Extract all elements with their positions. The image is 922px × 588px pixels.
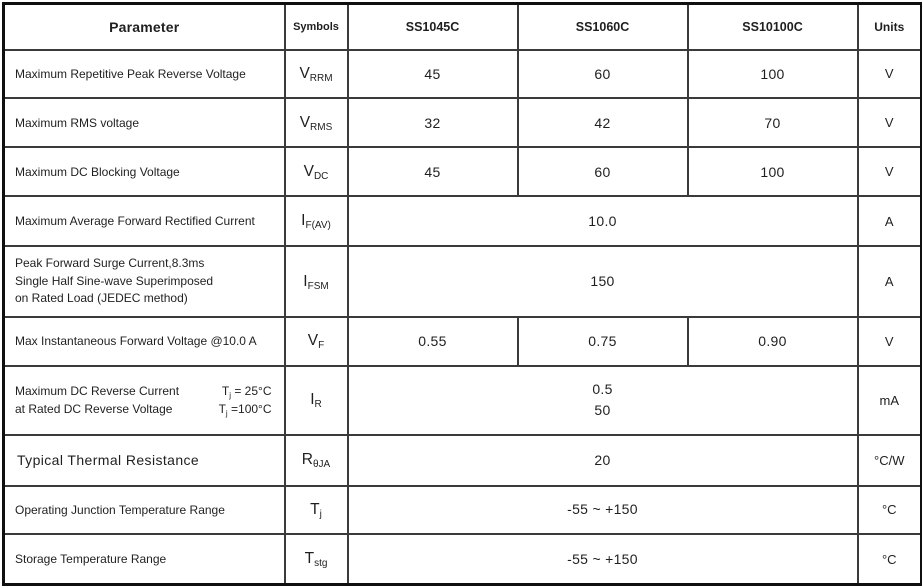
text-segment: Maximum DC Blocking Voltage [15,164,180,179]
symbol-tstg [285,534,348,584]
parameter-label-vrrm [4,50,285,99]
parameter-line [15,382,272,400]
value-ir [348,366,858,435]
value-tj [348,486,858,535]
text-segment: Typical Thermal Resistance [17,451,200,468]
parameter-text [15,114,139,132]
unit-tstg: °C [858,534,922,584]
text-segment: I [301,212,306,230]
table-row-rthja [4,435,922,486]
parameter-text [15,163,180,181]
column-header-symbols: Symbols [285,4,348,50]
symbol-subscript: j [319,508,322,520]
column-header-ss10100c: SS10100C [688,4,858,50]
text-segment: Single Half Sine-wave Superimposed [15,273,214,288]
table-row-vrrm [4,50,922,99]
symbol-rthja [285,435,348,486]
text-segment: V [307,332,319,350]
text-segment: Maximum RMS voltage [15,115,140,130]
parameter-text [15,65,246,83]
text-segment: V [303,162,314,180]
value-vrrm-ss1060c: 60 [518,50,688,99]
unit-ir: mA [858,366,922,435]
value-line: 20 [594,451,611,468]
text-segment: T [221,384,230,399]
parameter-text [15,212,255,230]
unit-rthja: °C/W [858,435,922,486]
parameter-line [15,400,272,418]
unit-ifav: A [858,196,922,246]
unit-vrms: V [858,98,922,147]
unit-vf: V [858,317,922,366]
table-row-vf [4,317,922,366]
symbol-subscript: j [225,408,228,418]
value-ifsm [348,246,858,317]
spec-table [2,2,922,586]
unit-vdc: V [858,147,922,196]
spec-table-body [4,50,922,585]
parameter-line [15,501,272,519]
symbol-ifav [285,196,348,246]
symbol-subscript: R [314,399,322,411]
parameter-text [17,450,199,471]
text-segment: T [304,550,315,568]
symbol-subscript: θJA [312,459,331,471]
parameter-label-vf [4,317,285,366]
table-header [4,4,922,50]
text-segment: T [218,402,226,417]
value-vrms-ss10100c: 70 [688,98,858,147]
value-vf-ss10100c: 0.90 [688,317,858,366]
value-line: 150 [590,273,615,290]
value-vrms-ss1060c: 42 [518,98,688,147]
table-row-ifsm [4,246,922,317]
text-segment: R [301,451,313,469]
symbol-subscript: DC [313,170,329,182]
symbol-vrms [285,98,348,147]
symbol-vdc [285,147,348,196]
parameter-label-ir [4,366,285,435]
text-segment: V [299,64,310,82]
column-header-parameter: Parameter [4,4,285,50]
parameter-line [17,450,272,471]
parameter-text [15,255,204,272]
symbol-subscript: F [318,340,325,352]
parameter-line [15,212,272,230]
test-condition [219,400,272,418]
parameter-label-tstg [4,534,285,584]
value-ifav [348,196,858,246]
parameter-label-vrms [4,98,285,147]
text-segment: at Rated DC Reverse Voltage [15,402,173,417]
text-segment: Maximum Average Forward Rectified Current [15,214,255,229]
parameter-line [15,114,272,132]
value-vdc-ss1045c: 45 [348,147,518,196]
value-vrms-ss1045c: 32 [348,98,518,147]
table-row-vrms [4,98,922,147]
column-header-ss1060c: SS1060C [518,4,688,50]
symbol-subscript: RMS [310,121,333,133]
text-segment: V [299,113,311,131]
text-segment: = 25°C [231,384,272,399]
unit-tj: °C [858,486,922,535]
symbol-vf [285,317,348,366]
value-line: 0.5 [592,381,613,398]
value-line: -55 ~ +150 [567,501,638,518]
value-tstg [348,534,858,584]
symbol-subscript: stg [314,558,328,570]
parameter-text [15,550,166,568]
text-segment: on Rated Load (JEDEC method) [15,291,188,306]
table-row-vdc [4,147,922,196]
column-header-ss1045c: SS1045C [348,4,518,50]
text-segment: Maximum DC Reverse Current [15,384,180,399]
unit-vrrm: V [858,50,922,99]
symbol-ir [285,366,348,435]
value-line: -55 ~ +150 [567,550,638,567]
value-vdc-ss10100c: 100 [688,147,858,196]
parameter-label-ifsm [4,246,285,317]
table-row-ifav [4,196,922,246]
parameter-text [15,400,172,418]
text-segment: Operating Junction Temperature Range [15,502,225,517]
parameter-line [15,290,272,307]
column-header-units: Units [858,4,922,50]
table-row-tstg [4,534,922,584]
test-condition [222,382,272,400]
text-segment: I [310,391,315,409]
text-segment: Storage Temperature Range [15,552,167,567]
symbol-subscript: j [229,390,231,400]
unit-ifsm: A [858,246,922,317]
text-segment: T [310,500,320,518]
parameter-label-vdc [4,147,285,196]
value-rthja [348,435,858,486]
header-row [4,4,922,50]
value-vdc-ss1060c: 60 [518,147,688,196]
parameter-text [15,290,188,307]
parameter-text [15,501,225,519]
table-row-ir [4,366,922,435]
text-segment: Max Instantaneous Forward Voltage @10.0 A [15,334,257,349]
parameter-text [15,382,179,400]
value-vf-ss1045c: 0.55 [348,317,518,366]
text-segment: I [303,272,308,290]
parameter-text [15,273,213,290]
parameter-label-rthja [4,435,285,486]
symbol-vrrm [285,50,348,99]
symbol-ifsm [285,246,348,317]
parameter-label-ifav [4,196,285,246]
value-vrrm-ss10100c: 100 [688,50,858,99]
table-row-tj [4,486,922,535]
parameter-line [15,163,272,181]
symbol-subscript: RRM [309,72,333,84]
symbol-subscript: F(AV) [305,220,331,232]
parameter-line [15,273,272,290]
value-line: 50 [594,402,611,419]
parameter-text [15,332,257,350]
value-vrrm-ss1045c: 45 [348,50,518,99]
text-segment: Maximum Repetitive Peak Reverse Voltage [15,66,246,81]
symbol-tj [285,486,348,535]
value-vf-ss1060c: 0.75 [518,317,688,366]
parameter-line [15,255,272,272]
text-segment: =100°C [227,402,272,417]
text-segment: Peak Forward Surge Current,8.3ms [15,256,205,271]
symbol-subscript: FSM [307,280,329,292]
parameter-line [15,550,272,568]
parameter-line [15,332,272,350]
parameter-label-tj [4,486,285,535]
value-line: 10.0 [588,212,617,229]
parameter-line [15,65,272,83]
